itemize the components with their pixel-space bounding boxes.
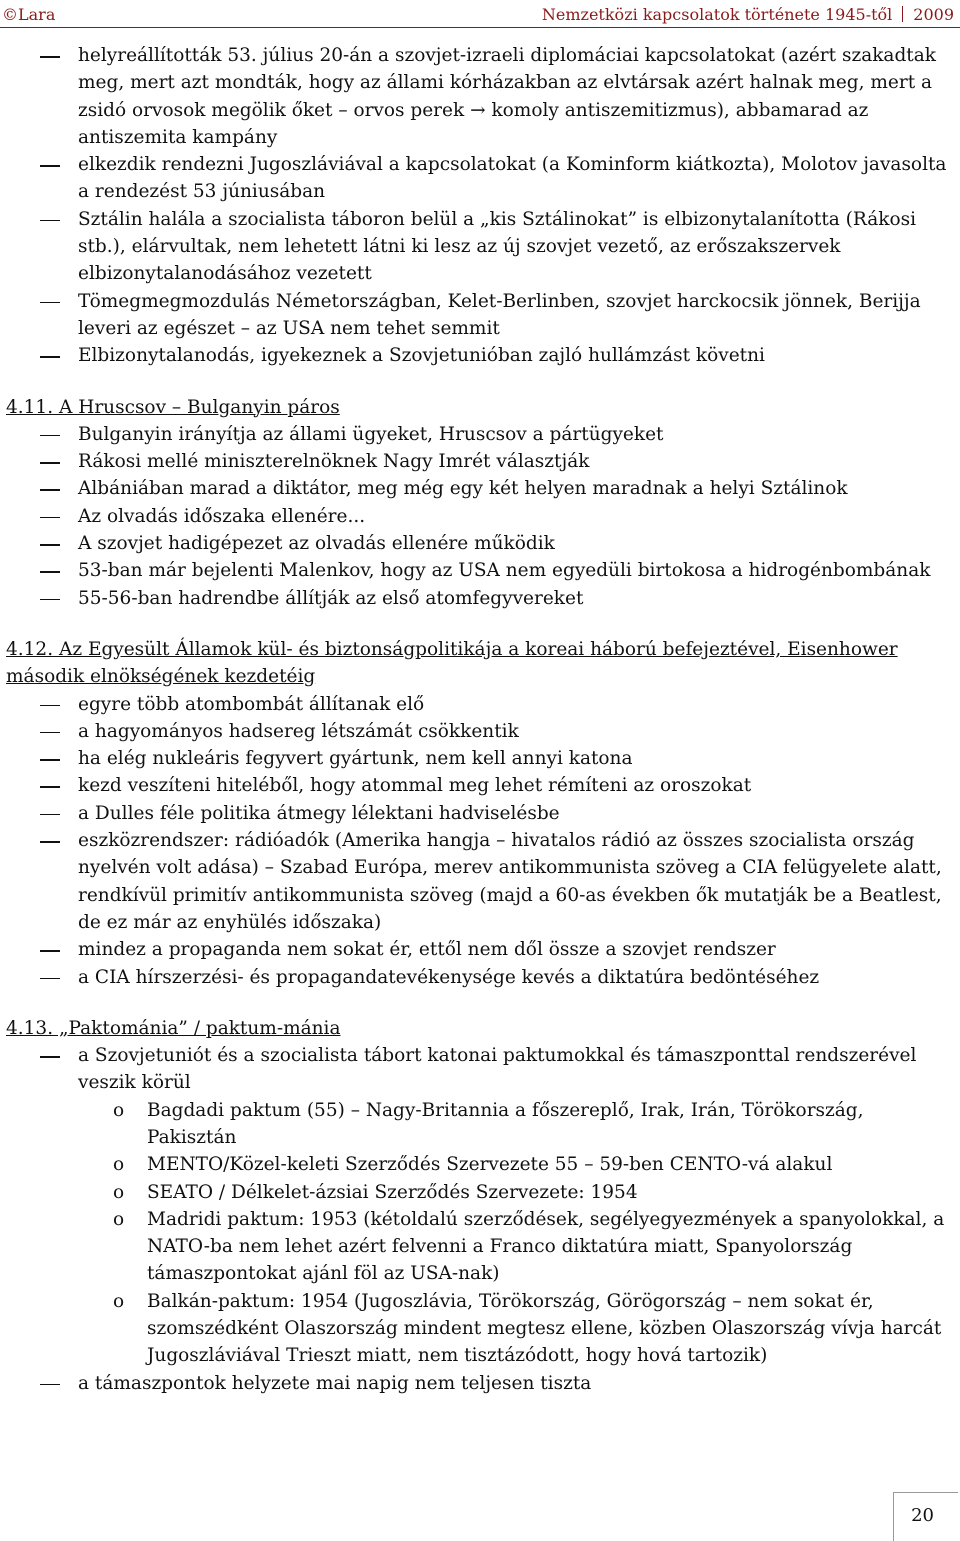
list-item: kezd veszíteni hiteléből, hogy atommal meg lehet rémíteni az oroszokat [0,772,960,799]
list-item: egyre több atombombát állítanak elő [0,691,960,718]
intro-list [0,42,960,370]
running-header [0,3,960,27]
list-item: Tömegmegmozdulás Németországban, Kelet-Berlinben, szovjet harckocsik jönnek, Berijja leveri az egészet – az USA nem tehet semmit [0,288,960,343]
header-separator [902,6,903,22]
list-item: A szovjet hadigépezet az olvadás ellenére működik [0,530,960,557]
sublist-item: o Bagdadi paktum (55) – Nagy-Britannia a főszereplő, Irak, Irán, Törökország, Pakisztán [0,1097,960,1152]
section-4-13-list-end [0,1370,960,1397]
list-item: Sztálin halála a szocialista táboron belül a „kis Sztálinokat” is elbizonytalanította (Rákosi stb.), elárvultak, nem lehetett látni ki lesz az új szovjet vezető, az erőszakszervek elbizonytalanodásához vezetett [0,206,960,288]
list-item: Bulganyin irányítja az állami ügyeket, Hruscsov a pártügyeket [0,421,960,448]
list-item: 55-56-ban hadrendbe állítják az első atomfegyvereket [0,585,960,612]
header-title-year [542,5,954,24]
list-item: mindez a propaganda nem sokat ér, ettől nem dől össze a szovjet rendszer [0,936,960,963]
list-item: eszközrendszer: rádióadók (Amerika hangja – hivatalos rádió az összes szocialista ország nyelvén volt adása) – Szabad Európa, merev antikommunista szöveg a CIA felügyelete alatt, rendkívül primitív antikommunista szöveg (majd a 60-as években ők mutatják be a Beatlest, de ez már az enyhülés időszaka) [0,827,960,936]
sublist-item: o Madridi paktum: 1953 (kétoldalú szerződések, segélyegyezmények a spanyolokkal, a NATO-ba nem lehet azért felvenni a Franco diktatúra miatt, Spanyolország támaszpontokat ajánl föl az USA-nak) [0,1206,960,1288]
document-body [0,42,960,1397]
list-item: elkezdik rendezni Jugoszláviával a kapcsolatokat (a Kominform kiátkozta), Molotov javasolta a rendezést 53 júniusában [0,151,960,206]
list-item: Rákosi mellé miniszterelnöknek Nagy Imrét választják [0,448,960,475]
list-item: a támaszpontok helyzete mai napig nem teljesen tiszta [0,1370,960,1397]
section-4-11-list [0,421,960,612]
page-number: 20 [911,1505,934,1526]
list-item: helyreállították 53. július 20-án a szovjet-izraeli diplomáciai kapcsolatokat (azért szakadtak meg, mert azt mondták, hogy az állami kórházakban az elvtársak azért halnak meg, mert a zsidó orvosok megölik őket – orvos perek → komoly antiszemitizmus), abbamarad az antiszemita kampány [0,42,960,151]
pact-sublist [0,1097,960,1370]
header-author: ©Lara [2,5,56,24]
sublist-item: o Balkán-paktum: 1954 (Jugoszlávia, Törökország, Görögország – nem sokat ér, szomszédként Olaszország mindent megtesz ellene, közben Olaszország vívja harcát Jugoszláviával Trieszt miatt, nem tisztázódott, hogy hová tartozik) [0,1288,960,1370]
list-item: Az olvadás időszaka ellenére... [0,503,960,530]
header-title: Nemzetközi kapcsolatok története 1945-től [541,5,893,24]
section-title-4-13: 4.13. „Paktománia” / paktum-mánia [6,1017,341,1039]
list-item: Elbizonytalanodás, igyekeznek a Szovjetunióban zajló hullámzást követni [0,342,960,369]
list-item: a CIA hírszerzési- és propagandatevékenysége kevés a diktatúra bedöntéséhez [0,964,960,991]
header-rule [0,27,960,28]
list-item: Albániában marad a diktátor, meg még egy két helyen maradnak a helyi Sztálinok [0,475,960,502]
section-4-12-list [0,691,960,991]
list-item: a Szovjetuniót és a szocialista tábort katonai paktumokkal és támaszponttal rendszerével veszik körül [0,1042,960,1097]
sublist-item: o MENTO/Közel-keleti Szerződés Szervezete 55 – 59-ben CENTO-vá alakul [0,1151,960,1178]
header-year: 2009 [913,5,954,24]
list-item: ha elég nukleáris fegyvert gyártunk, nem kell annyi katona [0,745,960,772]
list-item: a Dulles féle politika átmegy lélektani hadviselésbe [0,800,960,827]
list-item: a hagyományos hadsereg létszámát csökkentik [0,718,960,745]
sublist-item: o SEATO / Délkelet-ázsiai Szerződés Szervezete: 1954 [0,1179,960,1206]
list-item: 53-ban már bejelenti Malenkov, hogy az USA nem egyedüli birtokosa a hidrogénbombának [0,557,960,584]
section-4-13-list [0,1042,960,1097]
section-title-4-11: 4.11. A Hruscsov – Bulganyin páros [6,396,340,418]
section-title-4-12: 4.12. Az Egyesült Államok kül- és biztonságpolitikája a koreai háború befejeztével, Eisenhower második elnökségének kezdetéig [6,638,898,688]
